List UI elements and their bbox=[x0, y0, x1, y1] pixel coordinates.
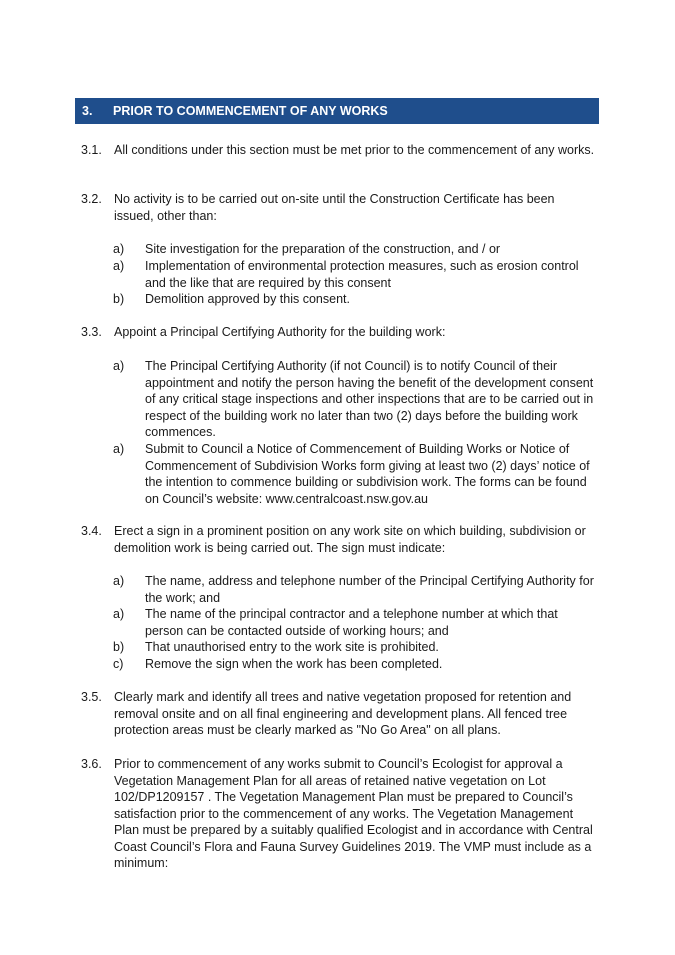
clause-text: Appoint a Principal Certifying Authority for the building work: bbox=[114, 325, 446, 339]
list-text: Implementation of environmental protection measures, such as erosion control and the like that are required by this consent bbox=[145, 259, 579, 290]
list-item bbox=[113, 573, 595, 606]
clause-3-2 bbox=[81, 191, 596, 224]
list-item bbox=[113, 241, 595, 258]
list-letter: c) bbox=[113, 657, 124, 671]
clause-3-3 bbox=[81, 324, 596, 341]
list-item bbox=[113, 258, 595, 291]
list-letter: b) bbox=[113, 640, 125, 654]
clause-number: 3.3. bbox=[81, 325, 102, 339]
list-item bbox=[113, 639, 595, 656]
list-text: Submit to Council a Notice of Commencement of Building Works or Notice of Commencement of Subdivision Works form giving at least two (2) days’ notice of the intention to commence building or subdivision work. The forms can be found on Council’s website: www.centralcoast.nsw.gov.au bbox=[145, 442, 590, 506]
clause-text: Erect a sign in a prominent position on any work site on which building, subdivision or demolition work is being carried out. The sign must indicate: bbox=[114, 524, 586, 555]
clause-3-6 bbox=[81, 756, 596, 872]
list-text: Demolition approved by this consent. bbox=[145, 292, 350, 306]
clause-text: Clearly mark and identify all trees and native vegetation proposed for retention and removal onsite and on all final engineering and development plans. All fenced tree protection areas must be clearly marked as "No Go Area" on all plans. bbox=[114, 690, 572, 737]
section-number: 3. bbox=[82, 104, 93, 118]
list-text: That unauthorised entry to the work site is prohibited. bbox=[145, 640, 439, 654]
clause-number: 3.5. bbox=[81, 690, 102, 704]
list-letter: b) bbox=[113, 292, 125, 306]
list-text: The name, address and telephone number of the Principal Certifying Authority for the work; and bbox=[145, 574, 594, 605]
clause-text: Prior to commencement of any works submit to Council’s Ecologist for approval a Vegetation Management Plan for all areas of retained native vegetation on Lot 102/DP1209157 . The Vegetation Management Plan must be prepared to Council’s satisfaction prior to the commencement of any works. The Vegetation Management Plan must be prepared by a suitably qualified Ecologist and in accordance with Central Coast Council’s Flora and Fauna Survey Guidelines 2019. The VMP must include as a minimum: bbox=[114, 757, 593, 870]
list-letter: a) bbox=[113, 574, 125, 588]
clause-3-4 bbox=[81, 523, 596, 556]
clause-text: All conditions under this section must be met prior to the commencement of any works. bbox=[114, 143, 595, 157]
section-header bbox=[75, 98, 599, 124]
list-letter: a) bbox=[113, 442, 125, 456]
list-text: Remove the sign when the work has been completed. bbox=[145, 657, 443, 671]
list-letter: a) bbox=[113, 242, 125, 256]
clause-number: 3.6. bbox=[81, 757, 102, 771]
list-item bbox=[113, 606, 595, 639]
section-title: PRIOR TO COMMENCEMENT OF ANY WORKS bbox=[113, 104, 388, 118]
list-item bbox=[113, 291, 595, 308]
list-item bbox=[113, 441, 595, 507]
list-text: Site investigation for the preparation of the construction, and / or bbox=[145, 242, 501, 256]
list-item bbox=[113, 656, 595, 673]
clause-number: 3.2. bbox=[81, 192, 102, 206]
clause-text: No activity is to be carried out on-site until the Construction Certificate has been issued, other than: bbox=[114, 192, 555, 223]
list-item bbox=[113, 358, 595, 441]
list-letter: a) bbox=[113, 259, 125, 273]
list-text: The Principal Certifying Authority (if not Council) is to notify Council of their appointment and notify the person having the benefit of the development consent of any critical stage inspections and other inspections that are to be carried out in respect of the building work no later than two (2) days before the building work commences. bbox=[145, 359, 594, 439]
list-letter: a) bbox=[113, 359, 125, 373]
clause-3-1 bbox=[81, 142, 596, 159]
list-text: The name of the principal contractor and a telephone number at which that person can be contacted outside of working hours; and bbox=[145, 607, 558, 638]
list-letter: a) bbox=[113, 607, 125, 621]
clause-number: 3.4. bbox=[81, 524, 102, 538]
clause-number: 3.1. bbox=[81, 143, 102, 157]
clause-3-5 bbox=[81, 689, 596, 739]
